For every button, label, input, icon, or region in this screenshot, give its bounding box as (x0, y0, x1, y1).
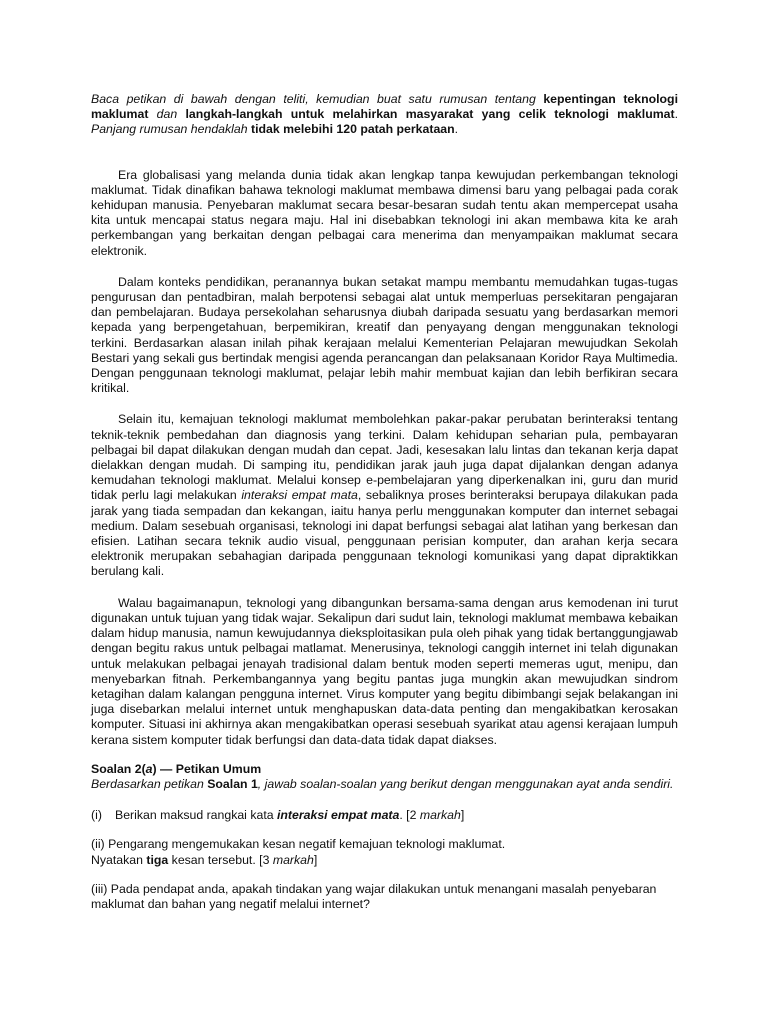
document-page (91, 92, 678, 926)
instruction-keyword: langkah-langkah untuk melahirkan masyarakat yang celik teknologi maklumat (185, 107, 675, 122)
passage-paragraph-1: Era globalisasi yang melanda dunia tidak akan lengkap tanpa kewujudan perkembangan teknologi maklumat. Tidak dinafikan bahawa teknologi maklumat membawa dimensi baru yang pelbagai pada corak kehidupan manusia. Penyebaran maklumat secara besar-besaran sudah tentu akan mempercepat usaha kita untuk mencapai status negara maju. Hal ini disebabkan teknologi ini akan membawa kita ke arah perkembangan yang berkaitan dengan pelbagai cara menerima dan menyampaikan maklumat secara elektronik. (91, 167, 678, 258)
marks-label: markah (272, 852, 314, 867)
question-keyword: tiga (146, 852, 169, 867)
passage-paragraph-4: Walau bagaimanapun, teknologi yang dibangunkan bersama-sama dengan arus kemodenan ini turut digunakan untuk tujuan yang tidak wajar. Sekalipun dari sudut lain, teknologi maklumat membawa kebaikan dalam hidup manusia, namun kewujudannya dieksploitasikan pula oleh pihak yang tidak bertanggungjawab dengan begitu rakus untuk pelbagai matlamat. Menerusinya, teknologi canggih internet ini telah digunakan untuk melakukan pelbagai jenayah tradisional dalam bentuk moden seperti memeras ugut, menipu, dan menyebarkan fitnah. Perkembangannya yang begitu pantas juga mungkin akan mewujudkan sindrom ketagihan dalam kalangan pengguna internet. Virus komputer yang begitu dibimbangi sejak belakangan ini juga disebarkan melalui internet untuk menghapuskan data-data penting dan mengakibatkan kerosakan komputer. Situasi ini akhirnya akan mengakibatkan operasi sesebuah syarikat atau agensi kerajaan lumpuh kerana sistem komputer tidak berfungsi dan data-data tidak dapat diakses. (91, 595, 678, 747)
instruction-paragraph (91, 92, 678, 138)
question-keyword: interaksi empat mata (277, 808, 400, 823)
question-section (91, 762, 678, 912)
question-text: Berikan maksud rangkai kata (115, 808, 277, 823)
question-text: ] (460, 808, 465, 823)
passage-italic-phrase: interaksi empat mata (241, 488, 358, 503)
instruction-text: . (454, 122, 459, 137)
question-text: ] (313, 852, 318, 867)
instruction-text: . (674, 107, 678, 122)
instruction-text: Baca petikan di bawah dengan teliti, kemudian buat satu rumusan tentang (91, 92, 544, 106)
question-ii (91, 837, 678, 867)
instruction-text: Panjang rumusan hendaklah (91, 122, 251, 137)
question-text: kesan tersebut. [3 (168, 852, 273, 867)
passage-text: , sebaliknya proses berinteraksi berupaya dilakukan pada jarak yang tiada sempadan dan kekangan, iaitu hanya perlu menggunakan komputer dan internet sebagai medium. Dalam sesebuah organisasi, teknologi ini dapat berfungsi sebagai alat latihan yang berkesan dan efisien. Latihan secara teknik audio visual, penggunaan perisian komputer, dan arahan kerja secara elektronik merupakan sebahagian daripada penggunaan teknologi komunikasi yang dapat dipraktikkan berulang kali. (91, 488, 678, 579)
section-instruction-keyword: Soalan 1 (207, 776, 258, 791)
question-text: (ii) Pengarang mengemukakan kesan negatif kemajuan teknologi maklumat. (91, 837, 506, 852)
section-title-text: a (145, 761, 153, 776)
question-text: Nyatakan (91, 852, 147, 867)
instruction-keyword: kepentingan teknologi maklumat (91, 92, 678, 122)
section-instruction-text: Berdasarkan petikan (91, 776, 208, 791)
passage-text: Selain itu, kemajuan teknologi maklumat membolehkan pakar-pakar perubatan berinteraksi tentang teknik-teknik pembedahan dan diagnosis yang terkini. Dalam kehidupan seharian pula, pembayaran pelbagai bil dapat dilakukan dengan mudah dan cepat. Jadi, kesesakan lalu lintas dan tekanan kerja dapat dielakkan dengan mudah. Di samping itu, pendidikan jarak jauh juga dapat dijalankan dengan adanya kemudahan teknologi maklumat. Melalui konsep e-pembelajaran yang diperkenalkan ini, guru dan murid tidak perlu lagi melakukan (91, 412, 678, 503)
section-title-text: Soalan 2( (91, 761, 146, 776)
section-title (91, 762, 678, 777)
question-number: (i) (91, 808, 102, 823)
question-i (91, 808, 678, 823)
question-iii: (iii) Pada pendapat anda, apakah tindakan yang wajar dilakukan untuk menangani masalah penyebaran maklumat dan bahan yang negatif melalui internet? (91, 881, 657, 911)
passage-paragraph-2: Dalam konteks pendidikan, peranannya bukan setakat mampu membantu memudahkan tugas-tugas pengurusan dan pentadbiran, malah berpotensi sebagai alat untuk memperluas persekitaran pengajaran dan pembelajaran. Budaya persekolahan seharusnya diubah daripada sesuatu yang berdasarkan memori kepada yang berpengetahuan, berpemikiran, kreatif dan penyayang dengan menggunakan teknologi terkini. Berdasarkan alasan inilah pihak kerajaan melalui Kementerian Pelajaran mewujudkan Sekolah Bestari yang sekali gus bertindak mengisi agenda perancangan dan pelaksanaan Koridor Raya Multimedia. Dengan penggunaan teknologi maklumat, pelajar lebih mahir membuat kajian dan lebih berfikiran secara kritikal. (91, 274, 678, 396)
section-instruction-text: , jawab soalan-soalan yang berikut dengan menggunakan ayat anda sendiri. (257, 776, 674, 791)
instruction-text: dan (148, 107, 186, 122)
section-title-text: ) — Petikan Umum (152, 761, 262, 776)
passage-paragraph-3 (91, 412, 678, 579)
section-instruction (91, 777, 678, 792)
marks-label: markah (419, 808, 461, 823)
question-text: . [2 (399, 808, 420, 823)
instruction-keyword: tidak melebihi 120 patah perkataan (250, 122, 455, 137)
